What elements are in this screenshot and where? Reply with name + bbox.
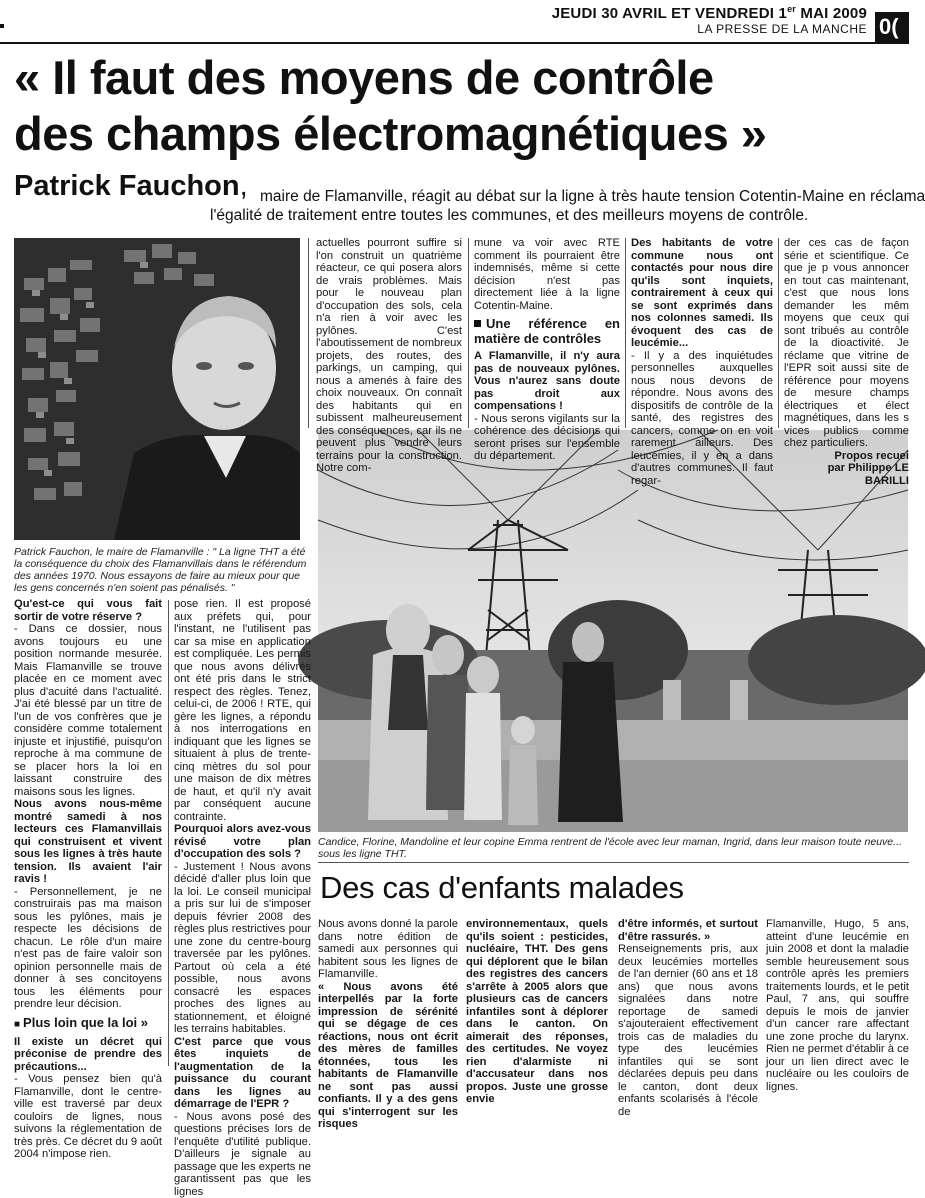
paragraph: - Justement ! Nous avons décidé d'aller plus loin que la loi. Le conseil municipal a pris sur lui de s'imposer depuis février 2008 des règles plus restrictives pour une zone du centre-bourg traversée par les pylônes. Partout où cela a été possible, nous avons consacré les espaces proches des lignes au stationnement, et éloigné les terrains habitables. bbox=[174, 861, 311, 1036]
article2-column-1 bbox=[318, 918, 458, 1068]
paragraph: Des habitants de votre commune nous ont contactés pour nous dire qu'ils sont inquiets, contrairement à ceux qui se sont exprimés dans nos colonnes samedi. Ils évoquent des cas de leucémie... bbox=[631, 237, 773, 350]
article2-title: Des cas d'enfants malades bbox=[320, 868, 684, 908]
paragraph: mune va voir avec RTE comment ils pourraient être indemnisés, même si cette décision n'est pas directement liée à la ligne Cotentin-Maine. bbox=[474, 237, 620, 312]
paragraph: par Philippe LE BARILLI bbox=[784, 462, 909, 487]
deck-line-2: l'égalité de traitement entre toutes les communes, et des meilleurs moyens de contrôle. bbox=[210, 207, 909, 225]
paragraph: - Il y a des inquiétudes personnelles auxquelles nous nous devons de répondre. Nous avons des dispositifs de contrôle de la santé, des registres des cancers, comme on en voit rarement ailleurs. Des leucémies, il y en a dans d'autres communes. Il faut regar- bbox=[631, 350, 773, 488]
article1-column-5 bbox=[631, 237, 773, 427]
issue-date: JEUDI 30 AVRIL ET VENDREDI 1er MAI 2009 bbox=[552, 4, 867, 22]
article2-column-4 bbox=[766, 918, 909, 1068]
paragraph: Il existe un décret qui préconise de prendre des précautions... bbox=[14, 1036, 162, 1074]
paragraph: actuelles pourront suffire si l'on construit un quatrième réacteur, ce qui posera alors de vrais problèmes. Mais pour le nouveau plan d'occupation des sols, cela n'a rien à voir avec les pylônes. C'est l'aboutissement de nombreux projets, des routes, des parkings, un camping, qui nous a amenés à faire des choix nouveaux. On connaît des habitants qui en subissent malheureusement des conséquences, car ils ne peuvent plus vendre leurs terrains pour la construction. Notre com- bbox=[316, 237, 462, 475]
paragraph: Nous avons donné la parole dans notre édition de samedi aux personnes qui habitent sous les lignes de Flamanville. bbox=[318, 918, 458, 981]
column-rule bbox=[778, 238, 779, 428]
subheading-text: Une référence en matière de contrôles bbox=[474, 316, 620, 346]
article1-column-6 bbox=[784, 237, 909, 427]
paragraph: Flamanville, Hugo, 5 ans, atteint d'une leucémie en juin 2008 et dont la maladie semble heureusement sous contrôle après les premiers traitements lourds, et le petit Paul, 7 ans, qui souffre depuis le mois de janvier d'un cancer rare affectant une zone proche du larynx. Rien ne permet d'établir à ce jour un lien direct avec le nucléaire ou les couloirs de lignes. bbox=[766, 918, 909, 1093]
paragraph: d'être informés, et surtout d'être rassurés. » bbox=[618, 918, 758, 943]
paragraph: - Personnellement, je ne construirais pas ma maison sous les pylônes, mais je respecte les décisions de chacun. Le rôle d'un maire n'est pas de faire valoir son opinion personnelle mais de donner à ses concitoyens tous les éléments pour prendre leur décision. bbox=[14, 886, 162, 1011]
section-marker-icon: ■ bbox=[14, 1019, 20, 1030]
paragraph: Renseignements pris, aux deux leucémies mortelles de l'an dernier (60 ans et 18 ans) que nous avons signalées dans notre reportage de samedi s'ajouteraient effectivement trois cas de maladies du type des leucémies infantiles qui se sont déclarées depuis peu dans le canton, dont deux enfants scolarisés à l'école de bbox=[618, 943, 758, 1118]
headline-line-1: « Il faut des moyens de contrôle bbox=[14, 50, 904, 106]
article1-column-2 bbox=[174, 598, 311, 1068]
section-rule bbox=[318, 862, 909, 863]
newspaper-name: LA PRESSE DE LA MANCHE bbox=[697, 22, 867, 36]
portrait-caption: Patrick Fauchon, le maire de Flamanville : " La ligne THT a été la conséquence du choix des Flamanvillais dans le référendum des années 1970. Nous essayons de faire au mieux pour que les gens concernés n'en soient pas pénalisés. " bbox=[14, 546, 314, 594]
headline bbox=[14, 50, 904, 162]
paragraph: environnementaux, quels qu'ils soient : pesticides, nucléaire, THT. Des gens qui déplorent que le bilan des registres des cancers s'arrête à 2005 alors que plusieurs cas de cancers infantiles sont à déplorer dans le canton. On aimerait des réponses, des certitudes. Ne voyez rien d'alarmiste ni d'accusateur dans nos propos. Juste une grosse envie bbox=[466, 918, 608, 1106]
column-rule bbox=[468, 238, 469, 428]
subheading bbox=[474, 316, 620, 346]
section-marker-icon bbox=[474, 320, 481, 327]
page-corner-mark bbox=[0, 24, 4, 28]
power-caption: Candice, Florine, Mandoline et leur copine Emma rentrent de l'école avec leur maman, Ingrid, dans leur maison toute neuve... sous les ligne THT. bbox=[318, 836, 909, 862]
header-rule bbox=[0, 42, 909, 44]
paragraph: A Flamanville, il n'y aura pas de nouveaux pylônes. Vous n'aurez sans doute pas droit aux compensations ! bbox=[474, 350, 620, 413]
article1-column-3 bbox=[316, 237, 462, 427]
subheading bbox=[14, 1015, 162, 1032]
article2-column-2 bbox=[466, 918, 608, 1068]
paragraph: Propos recuei bbox=[784, 450, 909, 463]
paragraph: « Nous avons été interpellés par la forte impression de sérénité qui se dégage de ces réactions, nous ont écrit des mères de familles étonnées, tous les habitants de Flamanville ne sont pas aussi confiants. Il y a des gens qui s'interrogent sur les risques bbox=[318, 981, 458, 1131]
paragraph: der ces cas de façon série et scientifique. Ce que je p vous annoncer en tout cas maintenant, c'est que nous lons demander les mêm moyens que ceux qui sont tribués au contrôle de la dioactivité. Je réclame que vitrine de l'EPR soit aussi site de référence pour moyens de mesure champs électriques et élect magnétiques, dans les s vices publics comme chez particuliers. bbox=[784, 237, 909, 450]
headline-line-2: des champs électromagnétiques » bbox=[14, 106, 904, 162]
column-rule bbox=[625, 238, 626, 428]
paragraph: Qu'est-ce qui vous fait sortir de votre réserve ? bbox=[14, 598, 162, 623]
page-number: 0( bbox=[875, 12, 909, 42]
paragraph: Pourquoi alors avez-vous révisé votre plan d'occupation des sols ? bbox=[174, 823, 311, 861]
deck-line-1: maire de Flamanville, réagit au débat sur la ligne à très haute tension Cotentin-Maine en réclama bbox=[260, 188, 909, 206]
article1-column-1 bbox=[14, 598, 162, 1068]
column-rule bbox=[308, 238, 309, 428]
byline-name: Patrick Fauchon, bbox=[14, 170, 248, 203]
paragraph: - Vous pensez bien qu'à Flamanville, dont le centre-ville est traversé par deux couloirs de lignes, nous suivons la réglementation de très près. Ce décret du 9 août 2004 n'impose rien. bbox=[14, 1073, 162, 1161]
article2-column-3 bbox=[618, 918, 758, 1068]
paragraph: Nous avons nous-même montré samedi à nos lecteurs ces Flamanvillais qui construisent et vivent sous les lignes à très haute tension. Ils avaient l'air ravis ! bbox=[14, 798, 162, 886]
paragraph: - Nous avons posé des questions précises lors de l'enquête d'utilité publique. D'ailleurs je signale au passage que les experts ne garantissent pas que les lignes bbox=[174, 1111, 311, 1198]
column-rule bbox=[168, 600, 169, 1066]
paragraph: - Nous serons vigilants sur la cohérence des décisions qui seront prises sur l'ensemble du département. bbox=[474, 413, 620, 463]
paragraph: - Dans ce dossier, nous avons toujours eu une position normande mesurée. Mais Flamanville se trouve placée en ce moment avec plus d'acuité dans l'actualité. J'ai été blessé par un titre de l'un de vos confrères que je considère comme totalement injuste et injustifié, puisqu'on reproche à ma commune de se placer hors la loi en laissant construire des maisons sous les lignes. bbox=[14, 623, 162, 798]
article1-column-4 bbox=[474, 237, 620, 427]
paragraph: C'est parce que vous êtes inquiets de l'augmentation de la puissance du courant dans les lignes au démarrage de l'EPR ? bbox=[174, 1036, 311, 1111]
portrait-photo bbox=[14, 238, 300, 540]
paragraph: pose rien. Il est proposé aux préfets qui, pour l'instant, ne l'utilisent pas car sa mise en application est compliquée. Les permis que nous avons délivrés ont été pris dans le strict respect des règles. Tenez, celui-ci, de 2006 ! RTE, qui gère les lignes, a répondu à nos interrogations en indiquant que les lignes se situaient à plus de trente-cinq mètres du sol pour une maison de dix mètres de haut, et qu'il n'y avait par conséquent aucune contrainte. bbox=[174, 598, 311, 823]
power-lines-photo bbox=[318, 430, 908, 832]
subheading-text: Plus loin que la loi » bbox=[23, 1015, 148, 1030]
